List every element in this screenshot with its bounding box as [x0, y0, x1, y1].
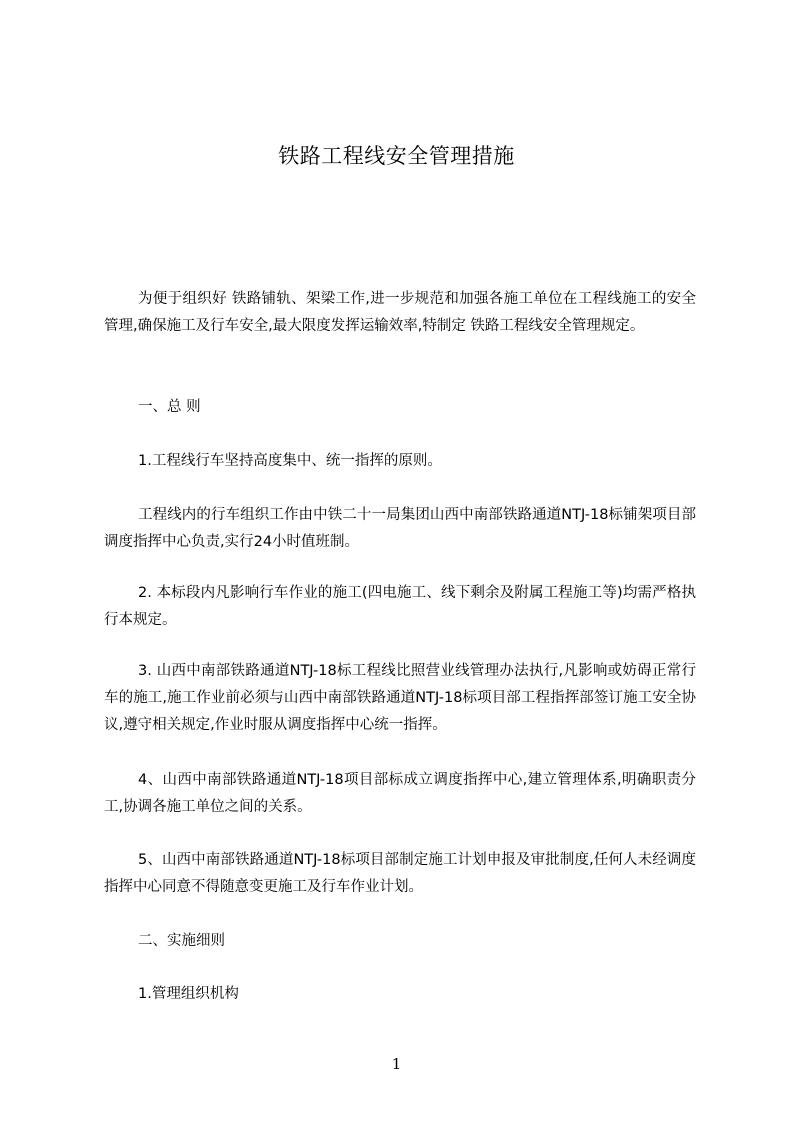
- implementation-item-1: 1.管理组织机构: [138, 986, 239, 1002]
- general-item-5: 5、山西中南部铁路通道NTJ-18标项目部制定施工计划申报及审批制度,任何人未经调度指挥中心同意不得随意变更施工及行车作业计划。: [104, 852, 696, 895]
- general-item-4: 4、山西中南部铁路通道NTJ-18项目部标成立调度指挥中心,建立管理体系,明确职责分工,协调各施工单位之间的关系。: [104, 772, 696, 815]
- section-heading-implementation: 二、实施细则: [138, 933, 225, 949]
- general-item-1: 1.工程线行车坚持高度集中、统一指挥的原则。: [138, 453, 442, 469]
- document-title: 铁路工程线安全管理措施: [278, 144, 515, 168]
- page-number: 1: [391, 1055, 402, 1073]
- general-item-1-detail: 工程线内的行车组织工作由中铁二十一局集团山西中南部铁路通道NTJ-18标铺架项目部调度指挥中心负责,实行24小时值班制。: [104, 507, 696, 550]
- general-item-3: 3. 山西中南部铁路通道NTJ-18标工程线比照营业线管理办法执行,凡影响或妨碍正常行车的施工,施工作业前必须与山西中南部铁路通道NTJ-18标项目部工程指挥部签订施工安全协议,遵守相关规定,作业时服从调度指挥中心统一指挥。: [104, 663, 696, 733]
- intro-paragraph: 为便于组织好 铁路铺轨、架梁工作,进一步规范和加强各施工单位在工程线施工的安全管理,确保施工及行车安全,最大限度发挥运输效率,特制定 铁路工程线安全管理规定。: [104, 291, 696, 334]
- section-heading-general: 一、总 则: [138, 399, 201, 415]
- general-item-2: 2. 本标段内凡影响行车作业的施工(四电施工、线下剩余及附属工程施工等)均需严格执行本规定。: [104, 585, 696, 628]
